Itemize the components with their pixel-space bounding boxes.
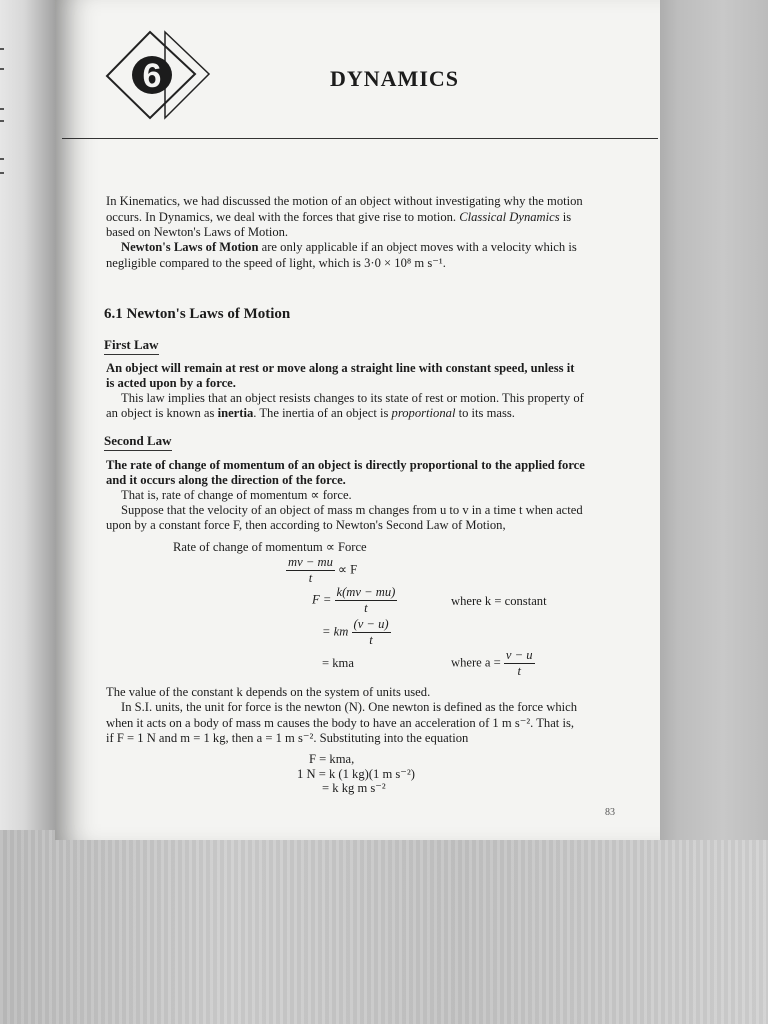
first-law-statement-1: An object will remain at rest or move along a straight line with constant speed, unless it: [106, 361, 575, 375]
chapter-number: 6: [142, 57, 162, 95]
derivation-line-5: = kma: [322, 656, 354, 670]
chapter-badge: [105, 30, 211, 124]
second-law-that-is: That is, rate of change of momentum ∝ force.: [121, 488, 352, 502]
units-line-4: if F = 1 N and m = 1 kg, then a = 1 m s⁻². Substituting into the equation: [106, 731, 469, 745]
derivation-line-4: = km $\frac{(v - u)}{t}$: [322, 617, 389, 647]
units-equation-1: F = kma,: [309, 752, 355, 766]
intro-line-3: based on Newton's Laws of Motion.: [106, 225, 289, 239]
intro-line-5: negligible compared to the speed of light, which is 3·0 × 10⁸ m s⁻¹.: [106, 256, 446, 270]
derivation-line-1: Rate of change of momentum ∝ Force: [173, 540, 367, 554]
second-law-statement-1: The rate of change of momentum of an object is directly proportional to the applied force: [106, 458, 585, 472]
first-law-explanation-2: an object is known as inertia. The inertia of an object is proportional to its mass.: [106, 406, 515, 420]
background-surface: [0, 830, 768, 1024]
units-line-2: In S.I. units, the unit for force is the newton (N). One newton is defined as the force which: [121, 700, 578, 714]
first-law-explanation-1: This law implies that an object resists changes to its state of rest or motion. This property of: [121, 391, 584, 405]
second-law-suppose-2: upon by a constant force F, then according to Newton's Second Law of Motion,: [106, 518, 506, 532]
intro-line-1: In Kinematics, we had discussed the motion of an object without investigating why the motion: [106, 194, 583, 208]
chapter-title: DYNAMICS: [330, 66, 459, 91]
page-number: 83: [605, 807, 615, 818]
units-line-1: The value of the constant k depends on the system of units used.: [106, 685, 431, 699]
second-law-suppose-1: Suppose that the velocity of an object of mass m changes from u to v in a time t when acted: [121, 503, 583, 517]
derivation-line-2: $\frac{mv - mu}{t}$ ∝ F: [288, 555, 358, 585]
derivation-where-1: where k = constant: [451, 594, 547, 608]
section-heading: 6.1 Newton's Laws of Motion: [104, 306, 291, 322]
intro-line-2: occurs. In Dynamics, we deal with the forces that give rise to motion. Classical Dynamics is: [106, 210, 572, 224]
units-equation-2: 1 N = k (1 kg)(1 m s⁻²): [297, 767, 415, 781]
units-equation-3: = k kg m s⁻²: [322, 781, 386, 795]
right-page-edge: [655, 0, 768, 840]
intro-line-4: Newton's Laws of Motion are only applicable if an object moves with a velocity which is: [121, 240, 577, 254]
header-rule: [62, 138, 658, 139]
second-law-statement-2: and it occurs along the direction of the force.: [106, 473, 346, 487]
first-law-heading: First Law: [104, 337, 159, 355]
first-law-statement-2: is acted upon by a force.: [106, 376, 236, 390]
derivation-line-3: F = $\frac{k(mv - mu)}{t}$: [312, 585, 396, 615]
second-law-heading: Second Law: [104, 433, 172, 451]
units-line-3: when it acts on a body of mass m causes the body to have an acceleration of 1 m s⁻². That is,: [106, 716, 574, 730]
left-page-edge: [0, 0, 60, 830]
derivation-where-2: where a = $\frac{v - u}{t}$: [451, 648, 533, 678]
